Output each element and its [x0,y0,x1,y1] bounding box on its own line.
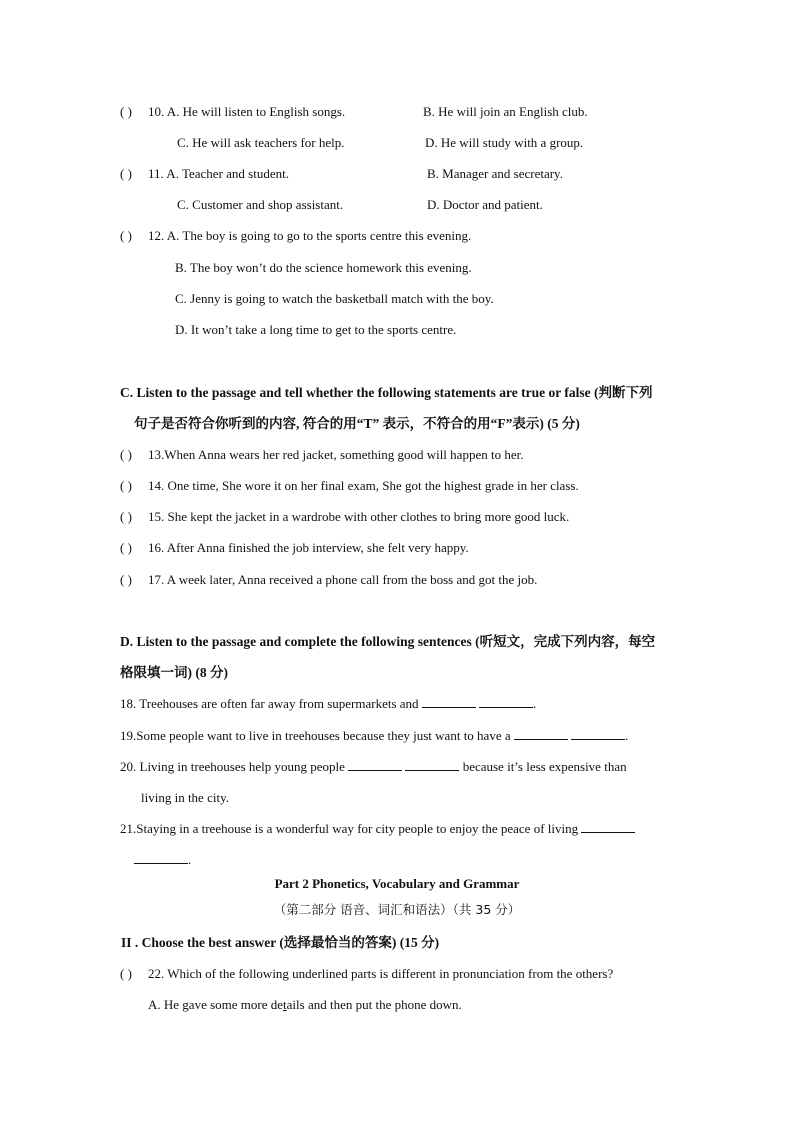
period: . [533,696,537,711]
q10-option-a: 10. A. He will listen to English songs. [148,104,346,119]
section-d-heading-cont: 格限填一词) (8 分) [120,665,228,680]
q11-option-a: 11. A. Teacher and student. [148,166,289,181]
q21-cont [134,852,191,868]
q10-option-b: B. He will join an English club. [423,104,588,119]
answer-blank[interactable] [581,821,635,833]
answer-paren[interactable]: ( ) [120,966,132,981]
q20 [120,759,627,775]
q22-text: 22. Which of the following underlined parts is different in pronunciation from the others? [148,966,614,981]
q19-text: 19.Some people want to live in treehouses because they just want to have a [120,728,511,743]
q10-option-d: D. He will study with a group. [425,135,584,150]
answer-paren[interactable]: ( ) [120,509,132,524]
q19 [120,728,628,744]
q22-a-pre: A. He gave some more de [148,997,284,1012]
q18-text: 18. Treehouses are often far away from supermarkets and [120,696,419,711]
q22-a-post: ails and then put the phone down. [286,997,462,1012]
answer-paren[interactable]: ( ) [120,104,132,119]
q21-text: 21.Staying in a treehouse is a wonderful way for city people to enjoy the peace of living [120,821,579,836]
period: . [188,852,192,867]
answer-blank[interactable] [479,696,533,708]
underlined-letter: t [283,997,287,1012]
q10-row1 [120,104,345,120]
answer-paren[interactable]: ( ) [120,572,132,587]
q20-text: 20. Living in treehouses help young people [120,759,345,774]
section-ii-heading: II . Choose the best answer (选择最恰当的答案) (15 分) [121,935,440,950]
q11-option-d: D. Doctor and patient. [427,197,543,212]
list-item [120,447,523,463]
answer-paren[interactable]: ( ) [120,447,132,462]
q22 [120,966,613,982]
q12-option-c: C. Jenny is going to watch the basketball match with the boy. [175,291,494,306]
part-2-subtitle: （第二部分 语音、词汇和语法）（共 35 分） [273,902,521,917]
section-c-heading-cont: 句子是否符合你听到的内容, 符合的用“T” 表示，不符合的用“F”表示) (5 分) [134,416,580,431]
q11-option-b: B. Manager and secretary. [427,166,563,181]
q12-option-b: B. The boy won’t do the science homework this evening. [175,260,472,275]
list-item [120,478,579,494]
q10-option-c: C. He will ask teachers for help. [177,135,345,150]
answer-blank[interactable] [348,759,402,771]
q12-row1 [120,228,471,244]
answer-blank[interactable] [405,759,459,771]
statement-text: 15. She kept the jacket in a wardrobe with other clothes to bring more good luck. [148,509,570,524]
q11-row1 [120,166,289,182]
statement-text: 16. After Anna finished the job interview, she felt very happy. [148,540,469,555]
q11-option-c: C. Customer and shop assistant. [177,197,344,212]
section-d-heading: D. Listen to the passage and complete the following sentences (听短文，完成下列内容，每空 [120,634,656,649]
part-2-title: Part 2 Phonetics, Vocabulary and Grammar [274,876,520,891]
period: . [625,728,629,743]
q12-option-a: 12. A. The boy is going to go to the sports centre this evening. [148,228,472,243]
statement-text: 14. One time, She wore it on her final exam, She got the highest grade in her class. [148,478,579,493]
answer-blank[interactable] [422,696,476,708]
section-c-heading: C. Listen to the passage and tell whether the following statements are true or false (判断下列 [120,385,653,400]
q20-cont: living in the city. [141,790,229,805]
list-item [120,540,469,556]
q12-option-d: D. It won’t take a long time to get to the sports centre. [175,322,457,337]
answer-blank[interactable] [514,728,568,740]
answer-paren[interactable]: ( ) [120,540,132,555]
answer-paren[interactable]: ( ) [120,228,132,243]
q21 [120,821,635,837]
answer-blank[interactable] [571,728,625,740]
list-item [120,509,569,525]
q22-option-a [148,997,462,1013]
statement-text: 13.When Anna wears her red jacket, something good will happen to her. [148,447,524,462]
answer-paren[interactable]: ( ) [120,166,132,181]
answer-paren[interactable]: ( ) [120,478,132,493]
answer-blank[interactable] [134,852,188,864]
q20-text-after: because it’s less expensive than [462,759,627,774]
list-item [120,572,537,588]
statement-text: 17. A week later, Anna received a phone call from the boss and got the job. [148,572,538,587]
q18 [120,696,536,712]
